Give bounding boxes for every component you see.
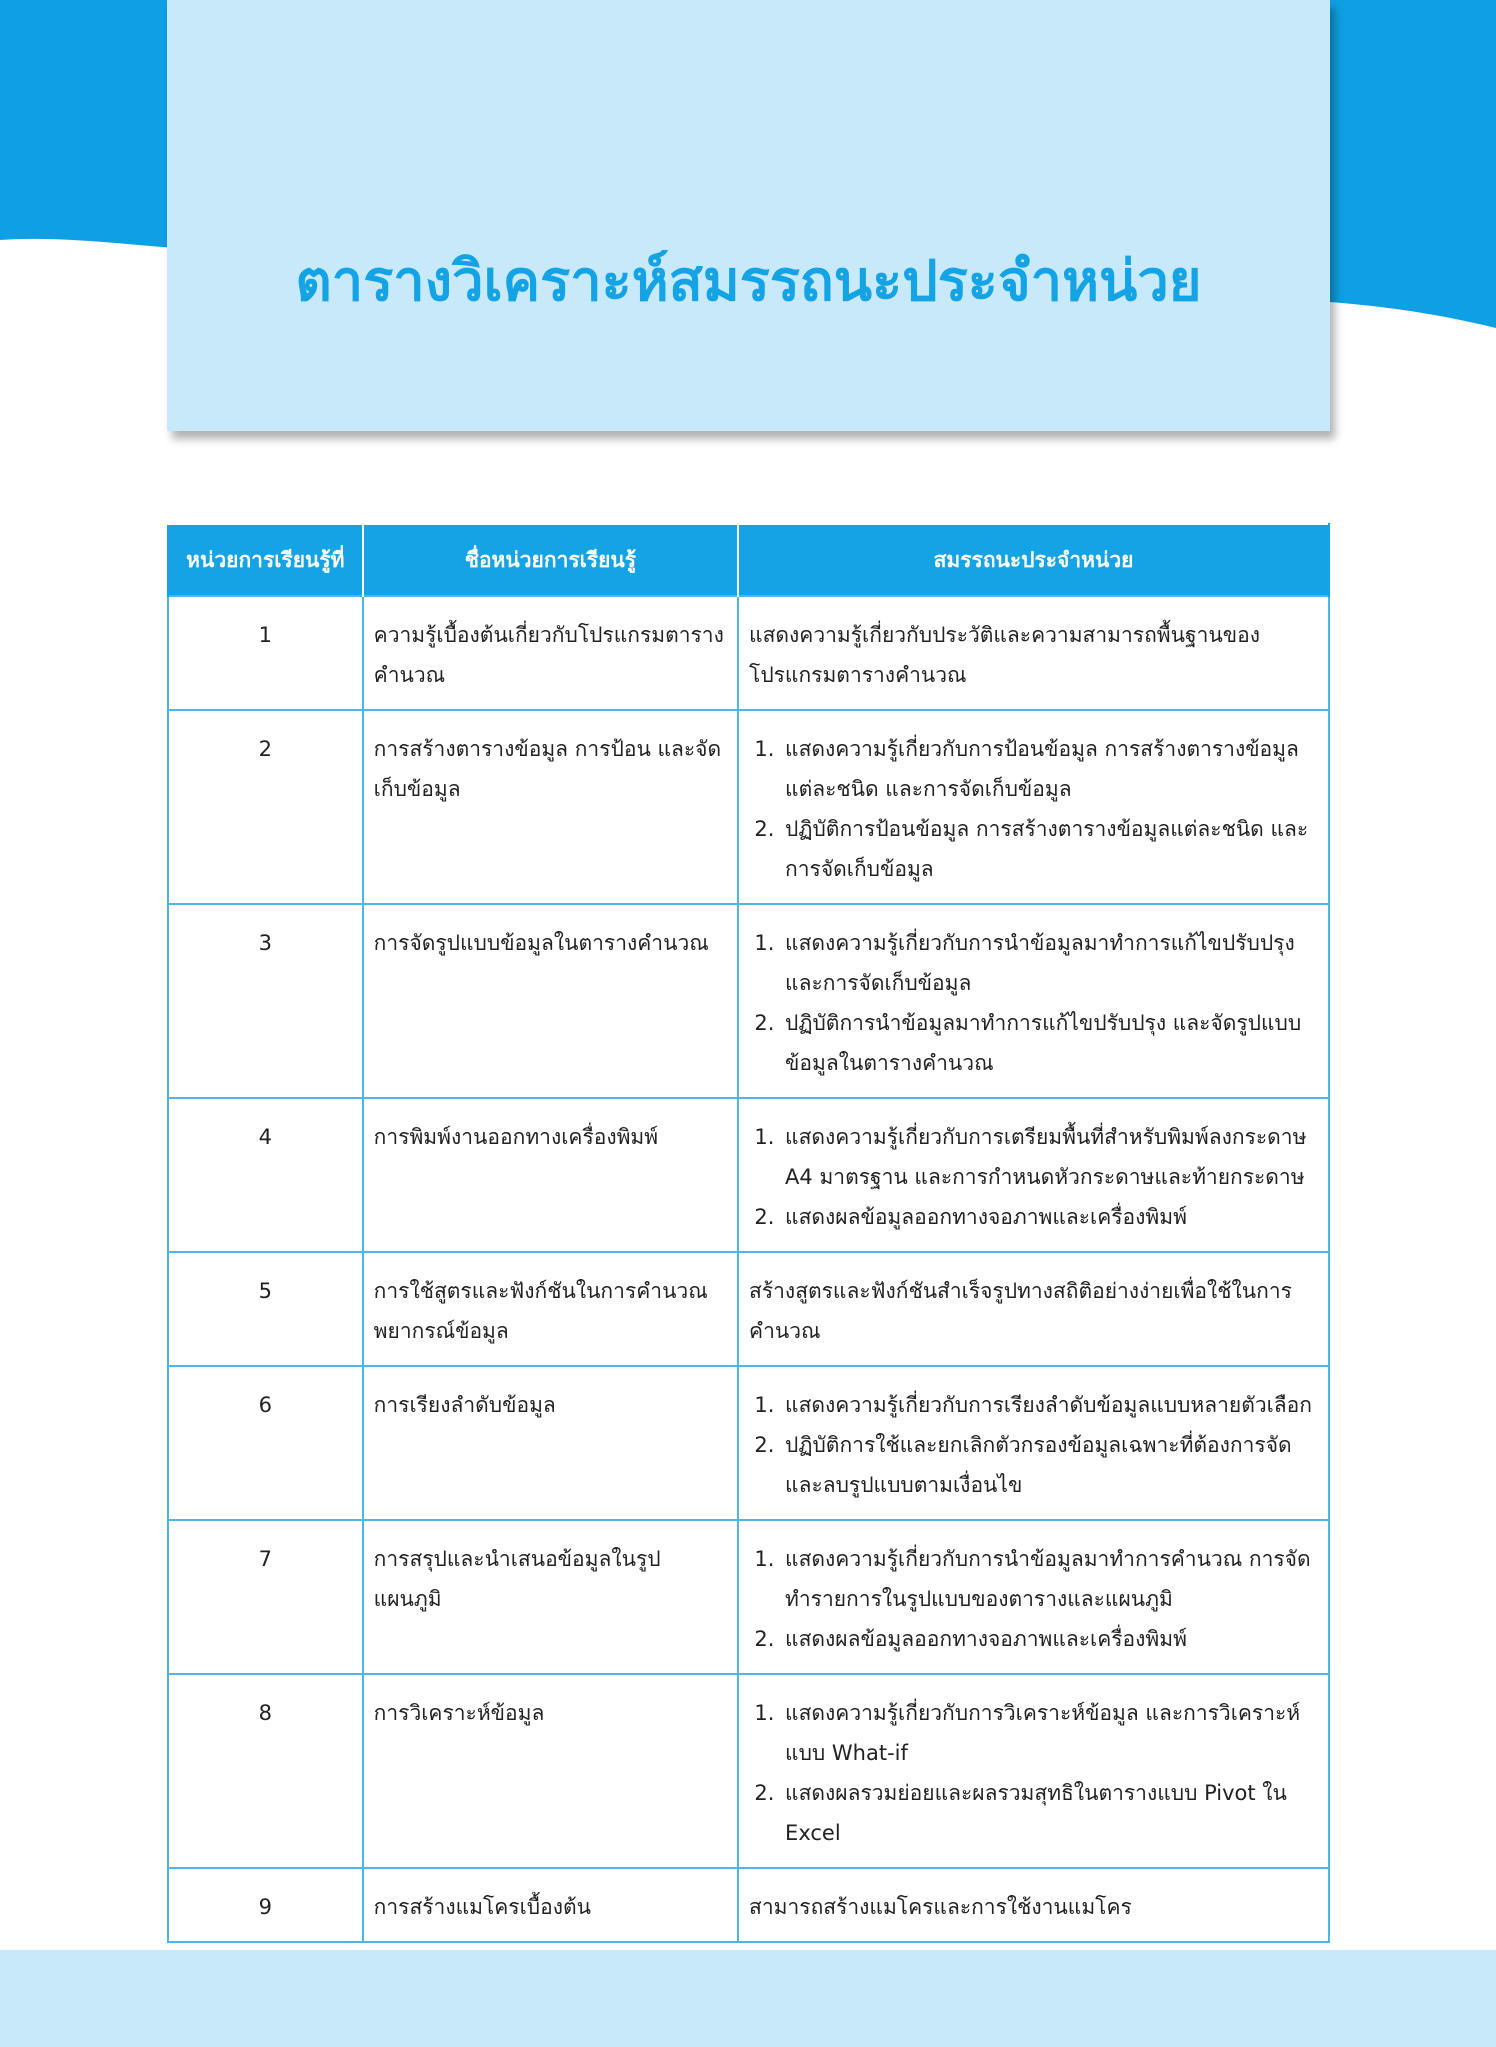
competency-item: 2. แสดงผลข้อมูลออกทางจอภาพและเครื่องพิมพ์: [781, 1197, 1318, 1237]
header-unit-name: ชื่อหน่วยการเรียนรู้: [363, 524, 738, 596]
unit-name-cell: การเรียงลำดับข้อมูล: [363, 1366, 738, 1520]
competency-text: แสดงความรู้เกี่ยวกับประวัติและความสามารถพื้นฐานของโปรแกรมตารางคำนวณ: [749, 623, 1260, 687]
competency-cell: [738, 1520, 1329, 1674]
table-row: [168, 710, 1329, 904]
unit-number-cell: 7: [168, 1520, 363, 1674]
competency-cell: [738, 1868, 1329, 1942]
competency-list: [749, 923, 1318, 1083]
competency-list: [749, 1539, 1318, 1659]
unit-number-cell: 8: [168, 1674, 363, 1868]
table-row: [168, 1098, 1329, 1252]
competency-text: สามารถสร้างแมโครและการใช้งานแมโคร: [749, 1895, 1132, 1919]
unit-name-cell: การใช้สูตรและฟังก์ชันในการคำนวณพยากรณ์ข้อมูล: [363, 1252, 738, 1366]
competency-item: 1. แสดงความรู้เกี่ยวกับการเรียงลำดับข้อมูลแบบหลายตัวเลือก: [781, 1385, 1318, 1425]
competency-cell: [738, 1674, 1329, 1868]
table-row: [168, 1520, 1329, 1674]
title-banner: [167, 0, 1330, 431]
unit-name-cell: การสร้างตารางข้อมูล การป้อน และจัดเก็บข้อมูล: [363, 710, 738, 904]
competency-list: [749, 1693, 1318, 1853]
unit-name-cell: การสร้างแมโครเบื้องต้น: [363, 1868, 738, 1942]
unit-number-cell: 2: [168, 710, 363, 904]
competency-list: [749, 1385, 1318, 1505]
competency-cell: [738, 1366, 1329, 1520]
competency-cell: [738, 1098, 1329, 1252]
competency-item: 1. แสดงความรู้เกี่ยวกับการนำข้อมูลมาทำการคำนวณ การจัดทำรายการในรูปแบบของตารางและแผนภูมิ: [781, 1539, 1318, 1619]
competency-list: [749, 729, 1318, 889]
competency-table: [167, 523, 1330, 1943]
competency-cell: [738, 596, 1329, 710]
competency-cell: [738, 710, 1329, 904]
competency-list: [749, 1117, 1318, 1237]
table-row: [168, 904, 1329, 1098]
table-row: [168, 1674, 1329, 1868]
table-row: [168, 1252, 1329, 1366]
header-unit-number: หน่วยการเรียนรู้ที่: [168, 524, 363, 596]
header-competency: สมรรถนะประจำหน่วย: [738, 524, 1329, 596]
bottom-band: [0, 1950, 1496, 2047]
competency-cell: [738, 1252, 1329, 1366]
unit-name-cell: การวิเคราะห์ข้อมูล: [363, 1674, 738, 1868]
unit-number-cell: 6: [168, 1366, 363, 1520]
competency-item: 2. ปฏิบัติการป้อนข้อมูล การสร้างตารางข้อมูลแต่ละชนิด และการจัดเก็บข้อมูล: [781, 809, 1318, 889]
competency-cell: [738, 904, 1329, 1098]
table-row: [168, 1868, 1329, 1942]
unit-number-cell: 5: [168, 1252, 363, 1366]
unit-number-cell: 3: [168, 904, 363, 1098]
table-row: [168, 1366, 1329, 1520]
table-header-row: [168, 524, 1329, 596]
competency-item: 1. แสดงความรู้เกี่ยวกับการนำข้อมูลมาทำการแก้ไขปรับปรุงและการจัดเก็บข้อมูล: [781, 923, 1318, 1003]
competency-text: สร้างสูตรและฟังก์ชันสำเร็จรูปทางสถิติอย่างง่ายเพื่อใช้ในการคำนวณ: [749, 1279, 1292, 1343]
competency-item: 2. ปฏิบัติการใช้และยกเลิกตัวกรองข้อมูลเฉพาะที่ต้องการจัดและลบรูปแบบตามเงื่อนไข: [781, 1425, 1318, 1505]
unit-name-cell: ความรู้เบื้องต้นเกี่ยวกับโปรแกรมตารางคำนวณ: [363, 596, 738, 710]
unit-number-cell: 9: [168, 1868, 363, 1942]
table-body: [168, 596, 1329, 1942]
table-row: [168, 596, 1329, 710]
unit-name-cell: การจัดรูปแบบข้อมูลในตารางคำนวณ: [363, 904, 738, 1098]
competency-item: 2. แสดงผลข้อมูลออกทางจอภาพและเครื่องพิมพ์: [781, 1619, 1318, 1659]
unit-name-cell: การสรุปและนำเสนอข้อมูลในรูปแผนภูมิ: [363, 1520, 738, 1674]
unit-number-cell: 4: [168, 1098, 363, 1252]
competency-item: 1. แสดงความรู้เกี่ยวกับการป้อนข้อมูล การสร้างตารางข้อมูลแต่ละชนิด และการจัดเก็บข้อมูล: [781, 729, 1318, 809]
page-title: ตารางวิเคราะห์สมรรถนะประจำหน่วย: [295, 249, 1202, 314]
competency-item: 2. ปฏิบัติการนำข้อมูลมาทำการแก้ไขปรับปรุง และจัดรูปแบบข้อมูลในตารางคำนวณ: [781, 1003, 1318, 1083]
competency-item: 1. แสดงความรู้เกี่ยวกับการเตรียมพื้นที่สำหรับพิมพ์ลงกระดาษ A4 มาตรฐาน และการกำหนดหัวกระดาษและท้ายกระดาษ: [781, 1117, 1318, 1197]
unit-number-cell: 1: [168, 596, 363, 710]
unit-name-cell: การพิมพ์งานออกทางเครื่องพิมพ์: [363, 1098, 738, 1252]
competency-item: 2. แสดงผลรวมย่อยและผลรวมสุทธิในตารางแบบ Pivot ใน Excel: [781, 1773, 1318, 1853]
competency-item: 1. แสดงความรู้เกี่ยวกับการวิเคราะห์ข้อมูล และการวิเคราะห์แบบ What-if: [781, 1693, 1318, 1773]
